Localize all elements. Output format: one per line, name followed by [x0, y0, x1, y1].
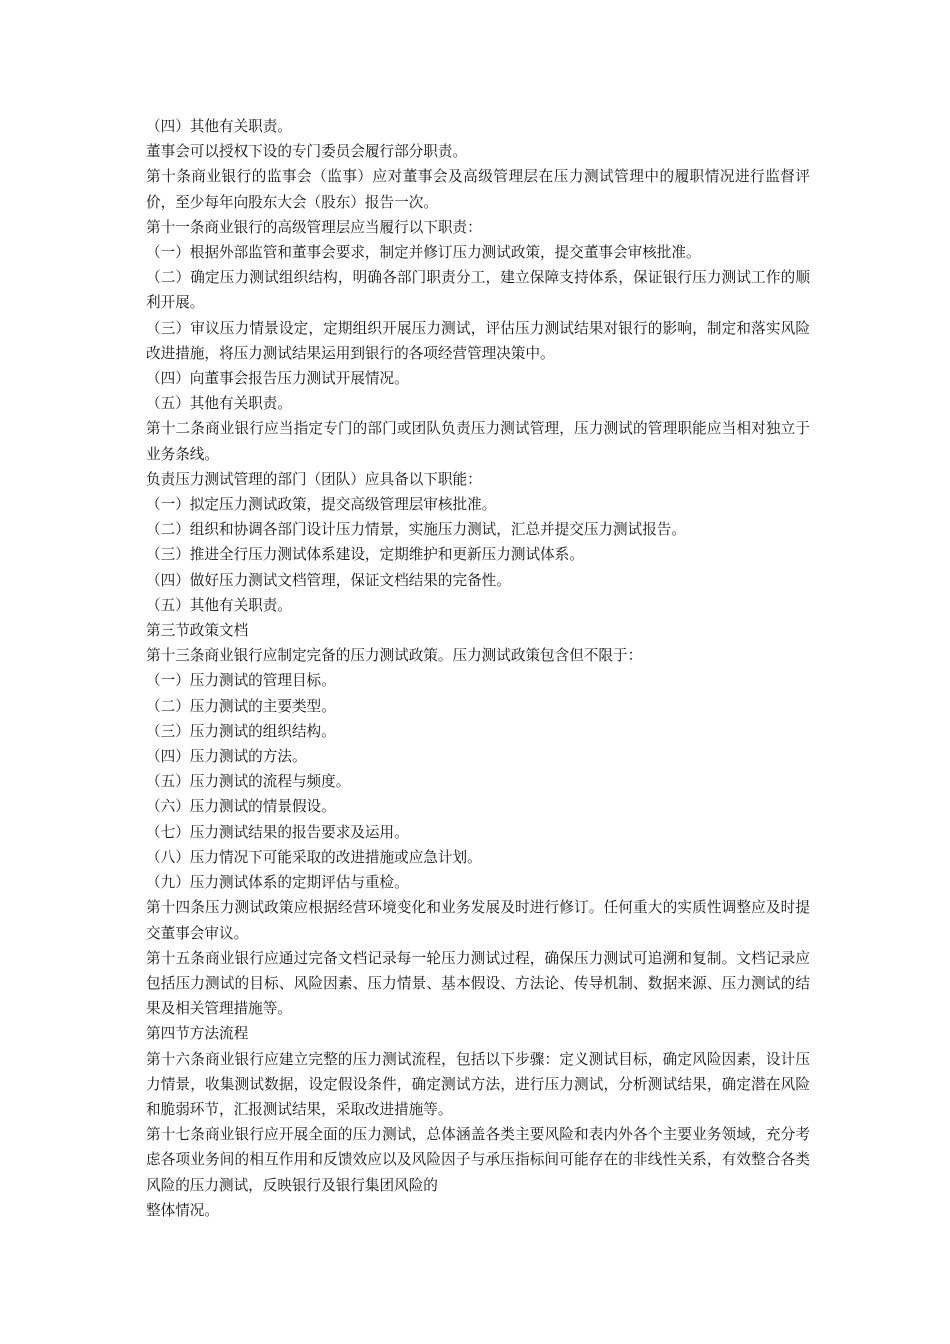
paragraph: （一）拟定压力测试政策，提交高级管理层审核批准。	[146, 496, 497, 514]
paragraph: 第十一条商业银行的高级管理层应当履行以下职责：	[146, 218, 482, 236]
paragraph: 第十三条商业银行应制定完备的压力测试政策。压力测试政策包含但不限于：	[146, 647, 643, 665]
paragraph: 第十条商业银行的监事会（监事）应对董事会及高级管理层在压力测试管理中的履职情况进行监督评价，至少每年向股东大会（股东）报告一次。	[146, 168, 810, 211]
paragraph: 董事会可以授权下设的专门委员会履行部分职责。	[146, 143, 468, 161]
paragraph: （五）压力测试的流程与频度。	[146, 773, 351, 791]
document-body	[146, 114, 810, 1223]
section-heading: 第三节政策文档	[146, 622, 249, 640]
paragraph: （八）压力情况下可能采取的改进措施或应急计划。	[146, 848, 482, 866]
paragraph: （三）推进全行压力测试体系建设，定期维护和更新压力测试体系。	[146, 546, 584, 564]
paragraph: （一）压力测试的管理目标。	[146, 672, 336, 690]
paragraph: （四）向董事会报告压力测试开展情况。	[146, 370, 409, 388]
paragraph: （三）压力测试的组织结构。	[146, 722, 336, 740]
paragraph: （四）压力测试的方法。	[146, 748, 307, 766]
paragraph: （二）确定压力测试组织结构，明确各部门职责分工，建立保障支持体系，保证银行压力测试工作的顺利开展。	[146, 269, 810, 312]
paragraph: （四）做好压力测试文档管理，保证文档结果的完备性。	[146, 571, 511, 589]
paragraph: 第十五条商业银行应通过完备文档记录每一轮压力测试过程，确保压力测试可追溯和复制。文档记录应包括压力测试的目标、风险因素、压力情景、基本假设、方法论、传导机制、数据来源、压力测试的结果及相关管理措施等。	[146, 949, 810, 1018]
paragraph: （六）压力测试的情景假设。	[146, 798, 336, 816]
paragraph: 负责压力测试管理的部门（团队）应具备以下职能：	[146, 470, 482, 488]
section-heading: 第四节方法流程	[146, 1025, 249, 1043]
paragraph: （二）组织和协调各部门设计压力情景，实施压力测试，汇总并提交压力测试报告。	[146, 521, 686, 539]
paragraph: 第十七条商业银行应开展全面的压力测试，总体涵盖各类主要风险和表内外各个主要业务领域，充分考虑各项业务间的相互作用和反馈效应以及风险因子与承压指标间可能存在的非线性关系，有效整合各类风险的压力测试，反映银行及银行集团风险的	[146, 1126, 810, 1194]
paragraph: 第十六条商业银行应建立完整的压力测试流程，包括以下步骤：定义测试目标，确定风险因素，设计压力情景，收集测试数据，设定假设条件，确定测试方法，进行压力测试，分析测试结果，确定潜在风险和脆弱环节，汇报测试结果，采取改进措施等。	[146, 1050, 810, 1118]
paragraph: （三）审议压力情景设定，定期组织开展压力测试，评估压力测试结果对银行的影响，制定和落实风险改进措施，将压力测试结果运用到银行的各项经营管理决策中。	[146, 319, 810, 362]
paragraph: （二）压力测试的主要类型。	[146, 697, 336, 715]
paragraph: 第十二条商业银行应当指定专门的部门或团队负责压力测试管理，压力测试的管理职能应当相对独立于业务条线。	[146, 420, 810, 463]
paragraph: （九）压力测试体系的定期评估与重检。	[146, 874, 409, 892]
paragraph: 第十四条压力测试政策应根据经营环境变化和业务发展及时进行修订。任何重大的实质性调整应及时提交董事会审议。	[146, 899, 810, 942]
paragraph: （四）其他有关职责。	[146, 118, 292, 135]
paragraph: （七）压力测试结果的报告要求及运用。	[146, 823, 409, 841]
paragraph: （五）其他有关职责。	[146, 596, 292, 614]
paragraph: （五）其他有关职责。	[146, 395, 292, 413]
paragraph: （一）根据外部监管和董事会要求，制定并修订压力测试政策，提交董事会审核批准。	[146, 244, 701, 262]
paragraph: 整体情况。	[146, 1201, 219, 1219]
